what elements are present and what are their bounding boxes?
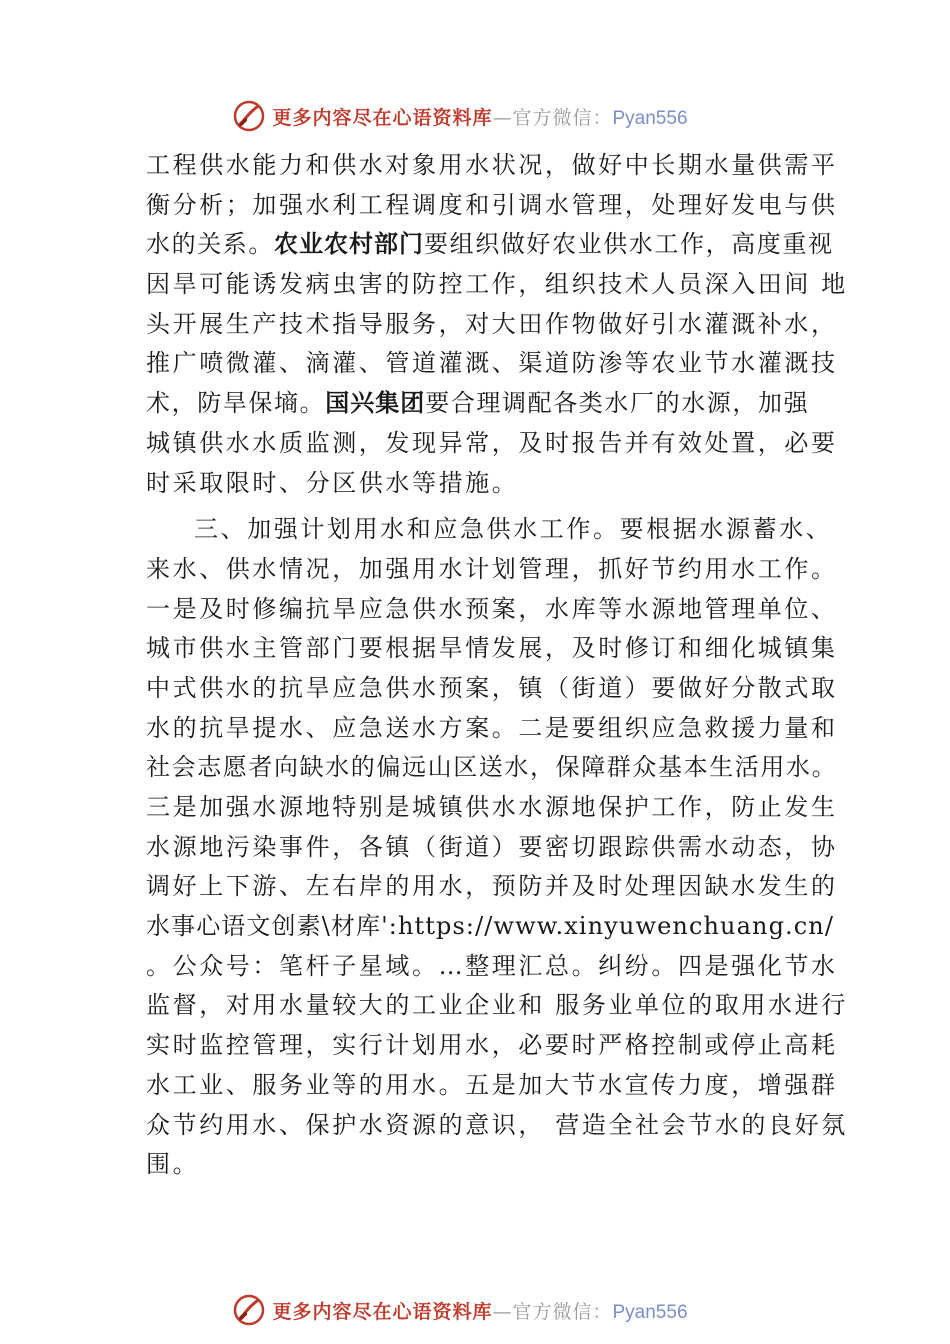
body-line: 一是及时修编抗旱应急供水预案，水库等水源地管理单位、 [146,594,838,623]
section-heading-line: 三、加强计划用水和应急供水工作。要根据水源蓄水、 [194,515,833,544]
body-text: 术，防旱保墒。 [146,389,326,418]
body-line: 城镇供水水质监测，发现异常，及时报告并有效处置，必要 [146,428,838,457]
body-line: 社会志愿者向缺水的偏远山区送水，保障群众基本生活用水。 [146,753,838,782]
watermark-wechat-label: —官方微信： [492,1300,613,1323]
body-line: 调好上下游、左右岸的用水，预防并及时处理因缺水发生的 [146,872,838,901]
body-line: 三是加强水源地特别是城镇供水水源地保护工作，防止发生 [146,793,838,821]
watermark-wechat-label: —官方微信： [492,106,613,129]
watermark-site: 更多内容尽在心语资料库 [272,106,493,129]
body-text: 水的关系。 [146,230,274,259]
document-body [146,146,848,1185]
body-line: 头开展生产技术指导服务，对大田作物做好引水灌溉补水， [146,309,838,338]
body-line: 水源地污染事件，各镇（街道）要密切跟踪供需水动态，协 [146,832,838,861]
bold-term-agriculture-department: 农业农村部门 [274,230,424,259]
watermark-site: 更多内容尽在心语资料库 [272,1300,493,1323]
body-text: 要组织做好农业供水工作，高度重视 [424,230,834,259]
body-line: 围。 [146,1150,200,1179]
watermark-wechat-id: Pyan556 [612,107,688,129]
body-line [146,384,836,424]
brush-logo-icon [232,1293,266,1327]
body-line: 水的抗旱提水、应急送水方案。二是要组织应急救援力量和 [146,713,838,742]
watermark-wechat-id: Pyan556 [612,1301,688,1323]
body-line: 实时监控管理，实行计划用水，必要时严格控制或停止高耗 [146,1031,838,1060]
bold-term-guoxing-group: 国兴集团 [325,389,426,418]
body-line: 城市供水主管部门要根据旱情发展，及时修订和细化城镇集 [146,634,838,663]
body-line: 工程供水能力和供水对象用水状况，做好中长期水量供需平 [146,151,838,179]
body-line: 水工业、服务业等的用水。五是加大节水宣传力度，增强群 [146,1070,838,1099]
brush-logo-icon [232,99,266,133]
footer-watermark [0,1290,950,1330]
body-line: 众节约用水、保护水资源的意识， 营造全社会节水的良好氛 [146,1110,848,1139]
body-text: 要合理调配各类水厂的水源，加强 [425,389,810,418]
body-line: 推广喷微灌、滴灌、管道灌溉、渠道防渗等农业节水灌溉技 [146,349,838,378]
watermark-text [272,103,687,130]
body-line: 衡分析；加强水利工程调度和引调水管理，处理好发电与供 [146,190,838,219]
watermark-text [272,1297,687,1324]
body-line: 中式供水的抗旱应急供水预案，镇（街道）要做好分散式取 [146,673,838,702]
body-line [146,225,836,265]
header-watermark [0,96,950,136]
body-line: 。公众号：笔杆子星域。…整理汇总。纠纷。四是强化节水 [146,951,838,980]
body-line-url: 水事心语文创素\材库':https://www.xinyuwenchuang.cn/ [146,912,835,941]
body-line: 时采取限时、分区供水等措施。 [146,468,519,497]
body-line: 来水、供水情况，加强用水计划管理，抓好节约用水工作。 [146,554,838,583]
body-line: 因旱可能诱发病虫害的防控工作，组织技术人员深入田间 地 [146,270,848,299]
body-line: 监督，对用水量较大的工业企业和 服务业单位的取用水进行 [146,991,848,1020]
